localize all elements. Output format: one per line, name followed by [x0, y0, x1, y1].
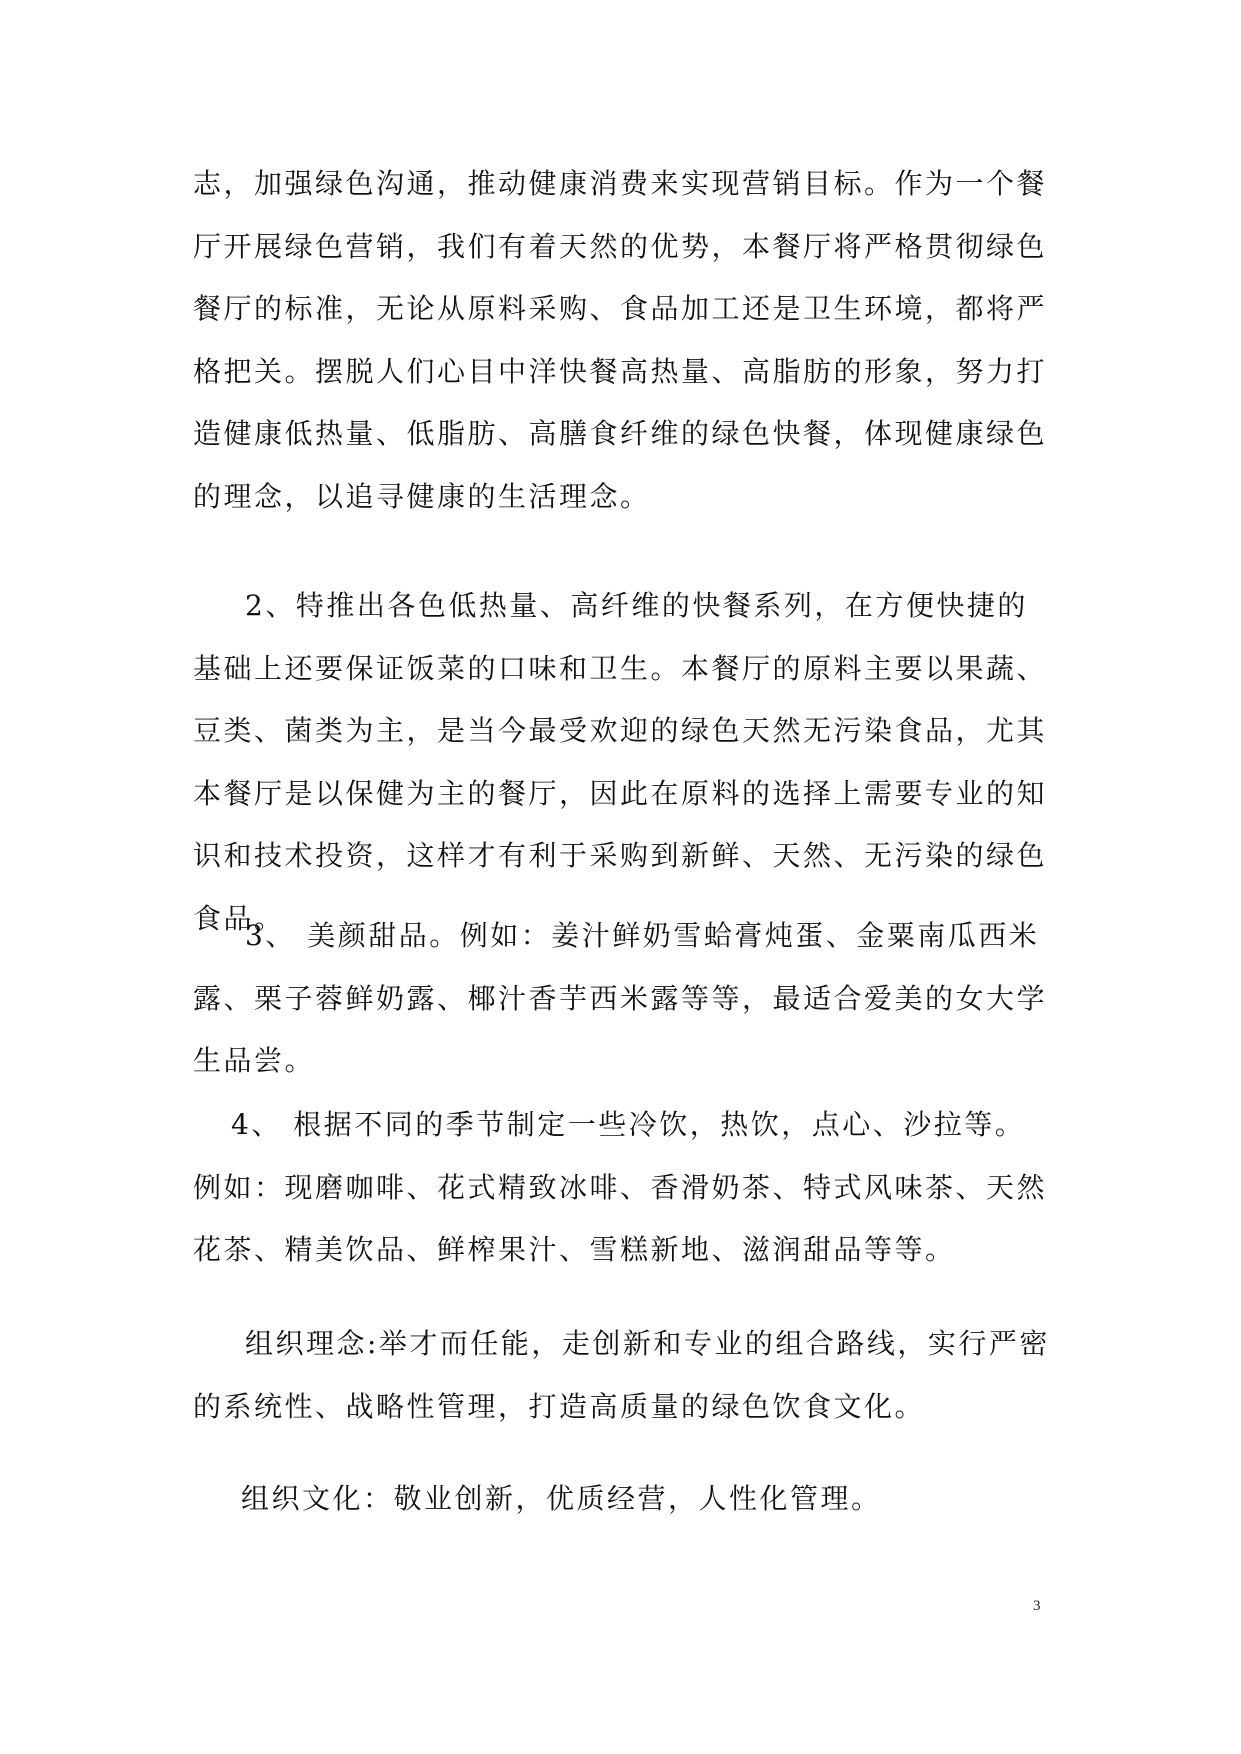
page-number: 3	[1033, 1598, 1041, 1614]
paragraph-seasonal-drinks: 4、 根据不同的季节制定一些冷饮，热饮，点心、沙拉等。例如：现磨咖啡、花式精致冰啡、香滑奶茶、特式风味茶、天然花茶、精美饮品、鲜榨果汁、雪糕新地、滋润甜品等等。	[193, 1108, 1048, 1266]
paragraph-low-calorie-series: 2、特推出各色低热量、高纤维的快餐系列，在方便快捷的基础上还要保证饭菜的口味和卫生。本餐厅的原料主要以果蔬、豆类、菌类为主，是当今最受欢迎的绿色天然无污染食品，尤其本餐厅是以保健为主的餐厅，因此在原料的选择上需要专业的知识和技术投资，这样才有利于采购到新鲜、天然、无污染的绿色食品。	[193, 589, 1048, 935]
paragraph-green-marketing: 志，加强绿色沟通，推动健康消费来实现营销目标。作为一个餐厅开展绿色营销，我们有着天然的优势，本餐厅将严格贯彻绿色餐厅的标准，无论从原料采购、食品加工还是卫生环境，都将严格把关。摆脱人们心目中洋快餐高热量、高脂肪的形象，努力打造健康低热量、低脂肪、高膳食纤维的绿色快餐，体现健康绿色的理念，以追寻健康的生活理念。	[193, 167, 1048, 513]
paragraph-organization-culture: 组织文化：敬业创新，优质经营，人性化管理。	[241, 1482, 882, 1515]
paragraph-beauty-desserts: 3、 美颜甜品。例如：姜汁鲜奶雪蛤膏炖蛋、金粟南瓜西米露、栗子蓉鲜奶露、椰汁香芋西米露等等，最适合爱美的女大学生品尝。	[193, 919, 1048, 1077]
paragraph-organization-philosophy: 组织理念:举才而任能，走创新和专业的组合路线，实行严密的系统性、战略性管理，打造高质量的绿色饮食文化。	[193, 1327, 1050, 1423]
